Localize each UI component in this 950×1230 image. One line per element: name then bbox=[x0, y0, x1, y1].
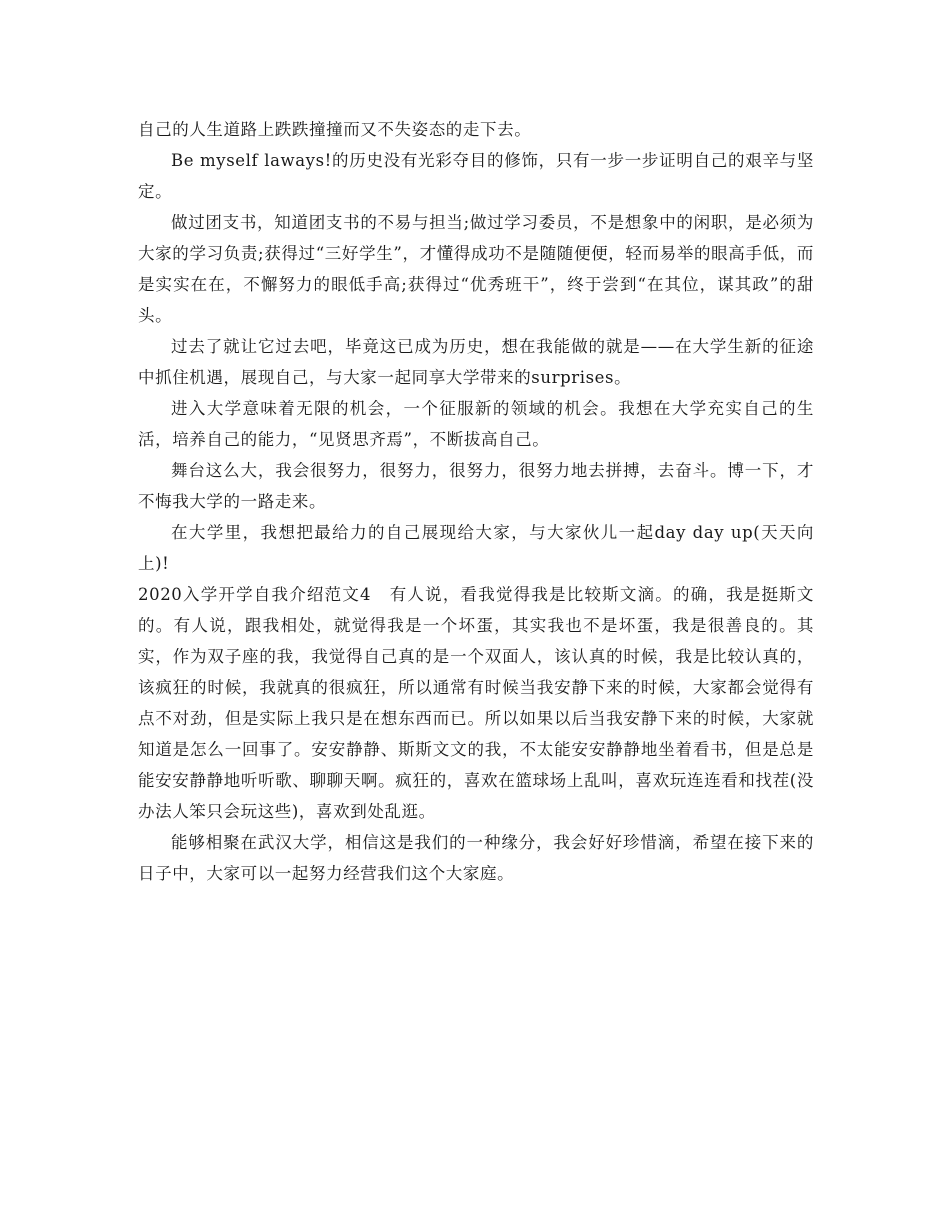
paragraph: 自己的人生道路上跌跌撞撞而又不失姿态的走下去。 bbox=[138, 120, 532, 139]
section-paragraph bbox=[138, 579, 814, 827]
section-body: 有人说，看我觉得我是比较斯文滴。的确，我是挺斯文的。有人说，跟我相处，就觉得我是一个坏蛋，其实我也不是坏蛋，我是很善良的。其实，作为双子座的我，我觉得自己真的是一个双面人，该认真的时候，我是比较认真的，该疯狂的时候，我就真的很疯狂，所以通常有时候当我安静下来的时候，大家都会觉得有点不对劲，但是实际上我只是在想东西而已。所以如果以后当我安静下来的时候，大家就知道是怎么一回事了。安安静静、斯斯文文的我，不太能安安静静地坐着看书，但是总是能安安静静地听听歌、聊聊天啊。疯狂的，喜欢在篮球场上乱叫，喜欢玩连连看和找茬(没办法人笨只会玩这些)，喜欢到处乱逛。 bbox=[138, 585, 814, 821]
paragraph: 舞台这么大，我会很努力，很努力，很努力，很努力地去拼搏，去奋斗。博一下，才不悔我大学的一路走来。 bbox=[138, 461, 814, 511]
paragraph: Be myself laways!的历史没有光彩夺目的修饰，只有一步一步证明自己的艰辛与坚定。 bbox=[138, 151, 814, 201]
section-heading: 2020入学开学自我介绍范文4 bbox=[138, 585, 372, 604]
closing-paragraph: 能够相聚在武汉大学，相信这是我们的一种缘分，我会好好珍惜滴，希望在接下来的日子中，大家可以一起努力经营我们这个大家庭。 bbox=[138, 833, 814, 883]
paragraph: 做过团支书，知道团支书的不易与担当;做过学习委员，不是想象中的闲职，是必须为大家的学习负责;获得过“三好学生”，才懂得成功不是随随便便，轻而易举的眼高手低，而是实实在在，不懈努力的眼低手高;获得过“优秀班干”，终于尝到“在其位，谋其政”的甜头。 bbox=[138, 213, 814, 325]
paragraph: 在大学里，我想把最给力的自己展现给大家，与大家伙儿一起day day up(天天向上)! bbox=[138, 523, 814, 573]
paragraph: 过去了就让它过去吧，毕竟这已成为历史，想在我能做的就是——在大学生新的征途中抓住机遇，展现自己，与大家一起同享大学带来的surprises。 bbox=[138, 337, 814, 387]
paragraph: 进入大学意味着无限的机会，一个征服新的领域的机会。我想在大学充实自己的生活，培养自己的能力，“见贤思齐焉”，不断拔高自己。 bbox=[138, 399, 814, 449]
document-body bbox=[138, 114, 814, 889]
